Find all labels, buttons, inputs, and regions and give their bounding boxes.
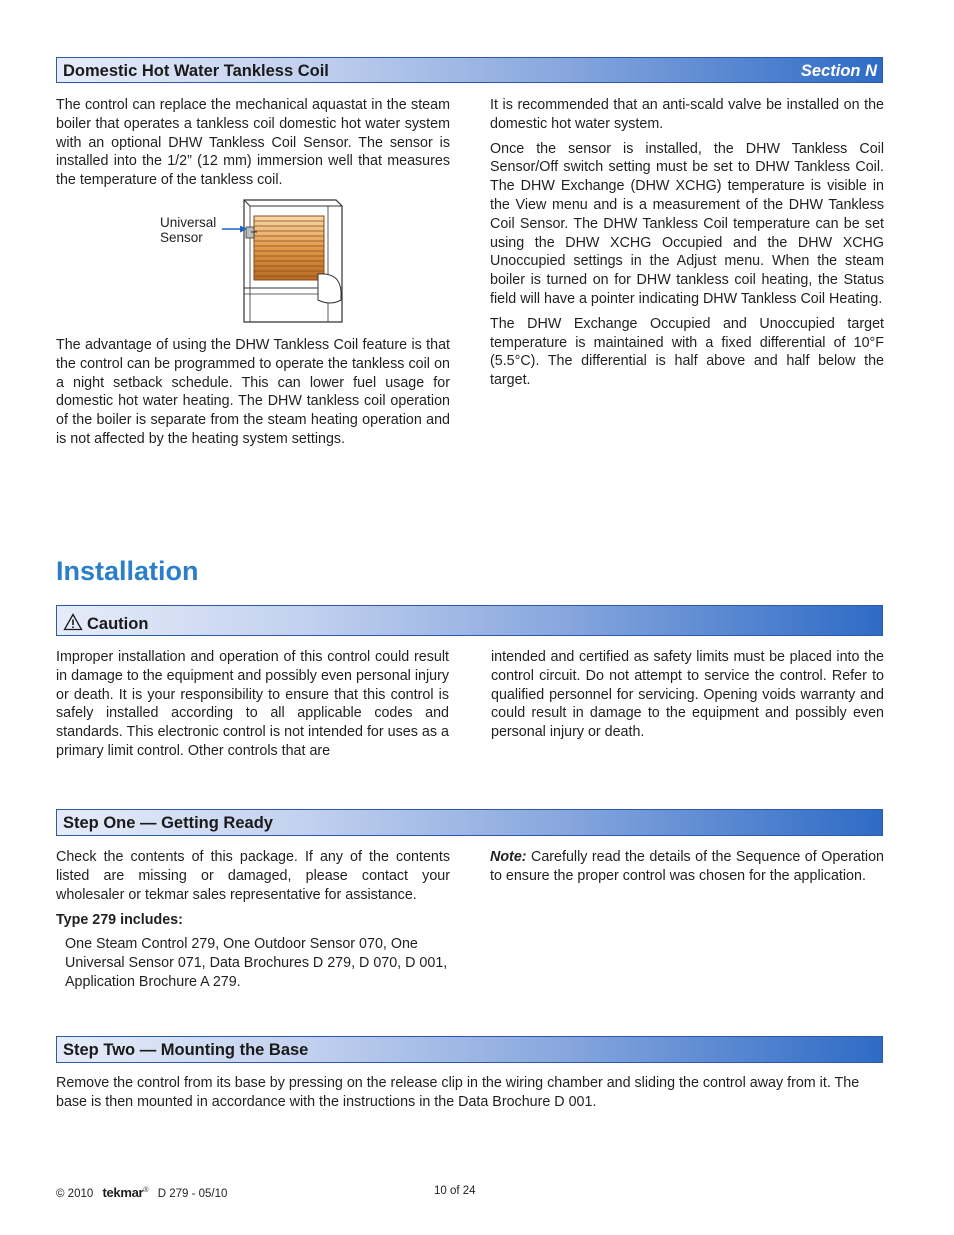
caution-title: Caution: [87, 615, 149, 633]
step-two-title: Step Two — Mounting the Base: [63, 1041, 309, 1059]
dhw-left-column-lower: [56, 336, 450, 455]
dhw-left-column: [56, 96, 450, 196]
copyright: © 2010: [56, 1188, 94, 1200]
step-two-bar: [56, 1036, 883, 1063]
boiler-figure: [158, 196, 358, 324]
note-label: Note:: [490, 849, 527, 865]
caution-right-column: [491, 648, 884, 748]
step-two-text: Remove the control from its base by pressing on the release clip in the wiring chamber and sliding the control away from it. The base is then mounted in accordance with the instructions in the Data Brochure D 001.: [56, 1075, 860, 1110]
document-id: D 279 - 05/10: [157, 1188, 228, 1200]
step-one-contents-paragraph: Check the contents of this package. If any of the contents listed are missing or damaged, please contact your wholesaler or tekmar sales representative for assistance.: [56, 849, 450, 903]
caution-bar: [56, 605, 883, 636]
dhw-advantage-paragraph: The advantage of using the DHW Tankless Coil feature is that the control can be programmed to operate the tankless coil on a night setback schedule. This can lower fuel usage for domestic hot water heating. The DHW tankless coil operation of the boiler is separate from the steam heating operation and is not affected by the heating system settings.: [56, 337, 450, 447]
warning-icon: [63, 613, 83, 631]
boiler-illustration: [158, 196, 358, 324]
step-one-left-column: [56, 848, 450, 992]
installation-heading: Installation: [56, 556, 199, 586]
section-header-bar: [56, 57, 883, 83]
caution-left-column: [56, 648, 449, 767]
caution-right-text: intended and certified as safety limits must be placed into the control circuit. Do not attempt to service the control. Refer to qualified personnel for servicing. Opening voids warranty and could result in damage to the equipment and possibly even personal injury or death.: [491, 649, 884, 741]
step-one-right-column: [490, 848, 884, 892]
step-one-bar: [56, 809, 883, 836]
step-one-title: Step One — Getting Ready: [63, 814, 273, 832]
dhw-intro-paragraph: The control can replace the mechanical aquastat in the steam boiler that operates a tankless coil domestic hot water system with an optional DHW Tankless Coil Sensor. The sensor is installed into the 1/2” (12 mm) immersion well that measures the temperature of the tankless coil.: [56, 97, 450, 189]
note-paragraph: [490, 848, 884, 886]
section-label: Section N: [800, 62, 877, 80]
section-title: Domestic Hot Water Tankless Coil: [63, 62, 329, 80]
note-text: Carefully read the details of the Sequence of Operation to ensure the proper control was chosen for the application.: [490, 849, 884, 884]
caution-left-text: Improper installation and operation of this control could result in damage to the equipment and possibly even personal injury or death. It is your responsibility to ensure that this control is safely installed according to all applicable codes and standards. This electronic control is not intended for uses as a primary limit control. Other controls that are: [56, 649, 449, 759]
anti-scald-paragraph: It is recommended that an anti-scald valve be installed on the domestic hot water system.: [490, 97, 884, 132]
includes-heading: Type 279 includes:: [56, 912, 183, 929]
page-number: 10 of 24: [434, 1185, 476, 1197]
figure-label: Universal Sensor: [160, 215, 217, 245]
dhw-right-column: [490, 96, 884, 396]
includes-list: One Steam Control 279, One Outdoor Sensor 070, One Universal Sensor 071, Data Brochures D 279, D 070, D 001, Application Brochure A 279.: [65, 936, 448, 990]
sensor-setting-paragraph: Once the sensor is installed, the DHW Tankless Coil Sensor/Off switch setting must be set to DHW Tankless Coil. The DHW Exchange (DHW XCHG) temperature is visible in the View menu and is a measurement of the DHW Tankless Coil Sensor. The DHW Tankless Coil temperature can be set using the DHW XCHG Occupied and the DHW XCHG Unoccupied settings in the Adjust menu. When the steam boiler is turned on for DHW tankless coil heating, the Status field will have a pointer indicating DHW Tankless Coil Heating.: [490, 140, 884, 307]
caution-title-wrap: [63, 613, 148, 634]
step-two-text-block: [56, 1074, 884, 1118]
brand-logo: tekmar: [102, 1185, 144, 1200]
differential-paragraph: The DHW Exchange Occupied and Unoccupied target temperature is maintained with a fixed differential of 10°F (5.5°C). The differential is half above and half below the target.: [490, 315, 884, 389]
footer: © 2010 tekmar® D 279 - 05/10: [56, 1185, 228, 1200]
